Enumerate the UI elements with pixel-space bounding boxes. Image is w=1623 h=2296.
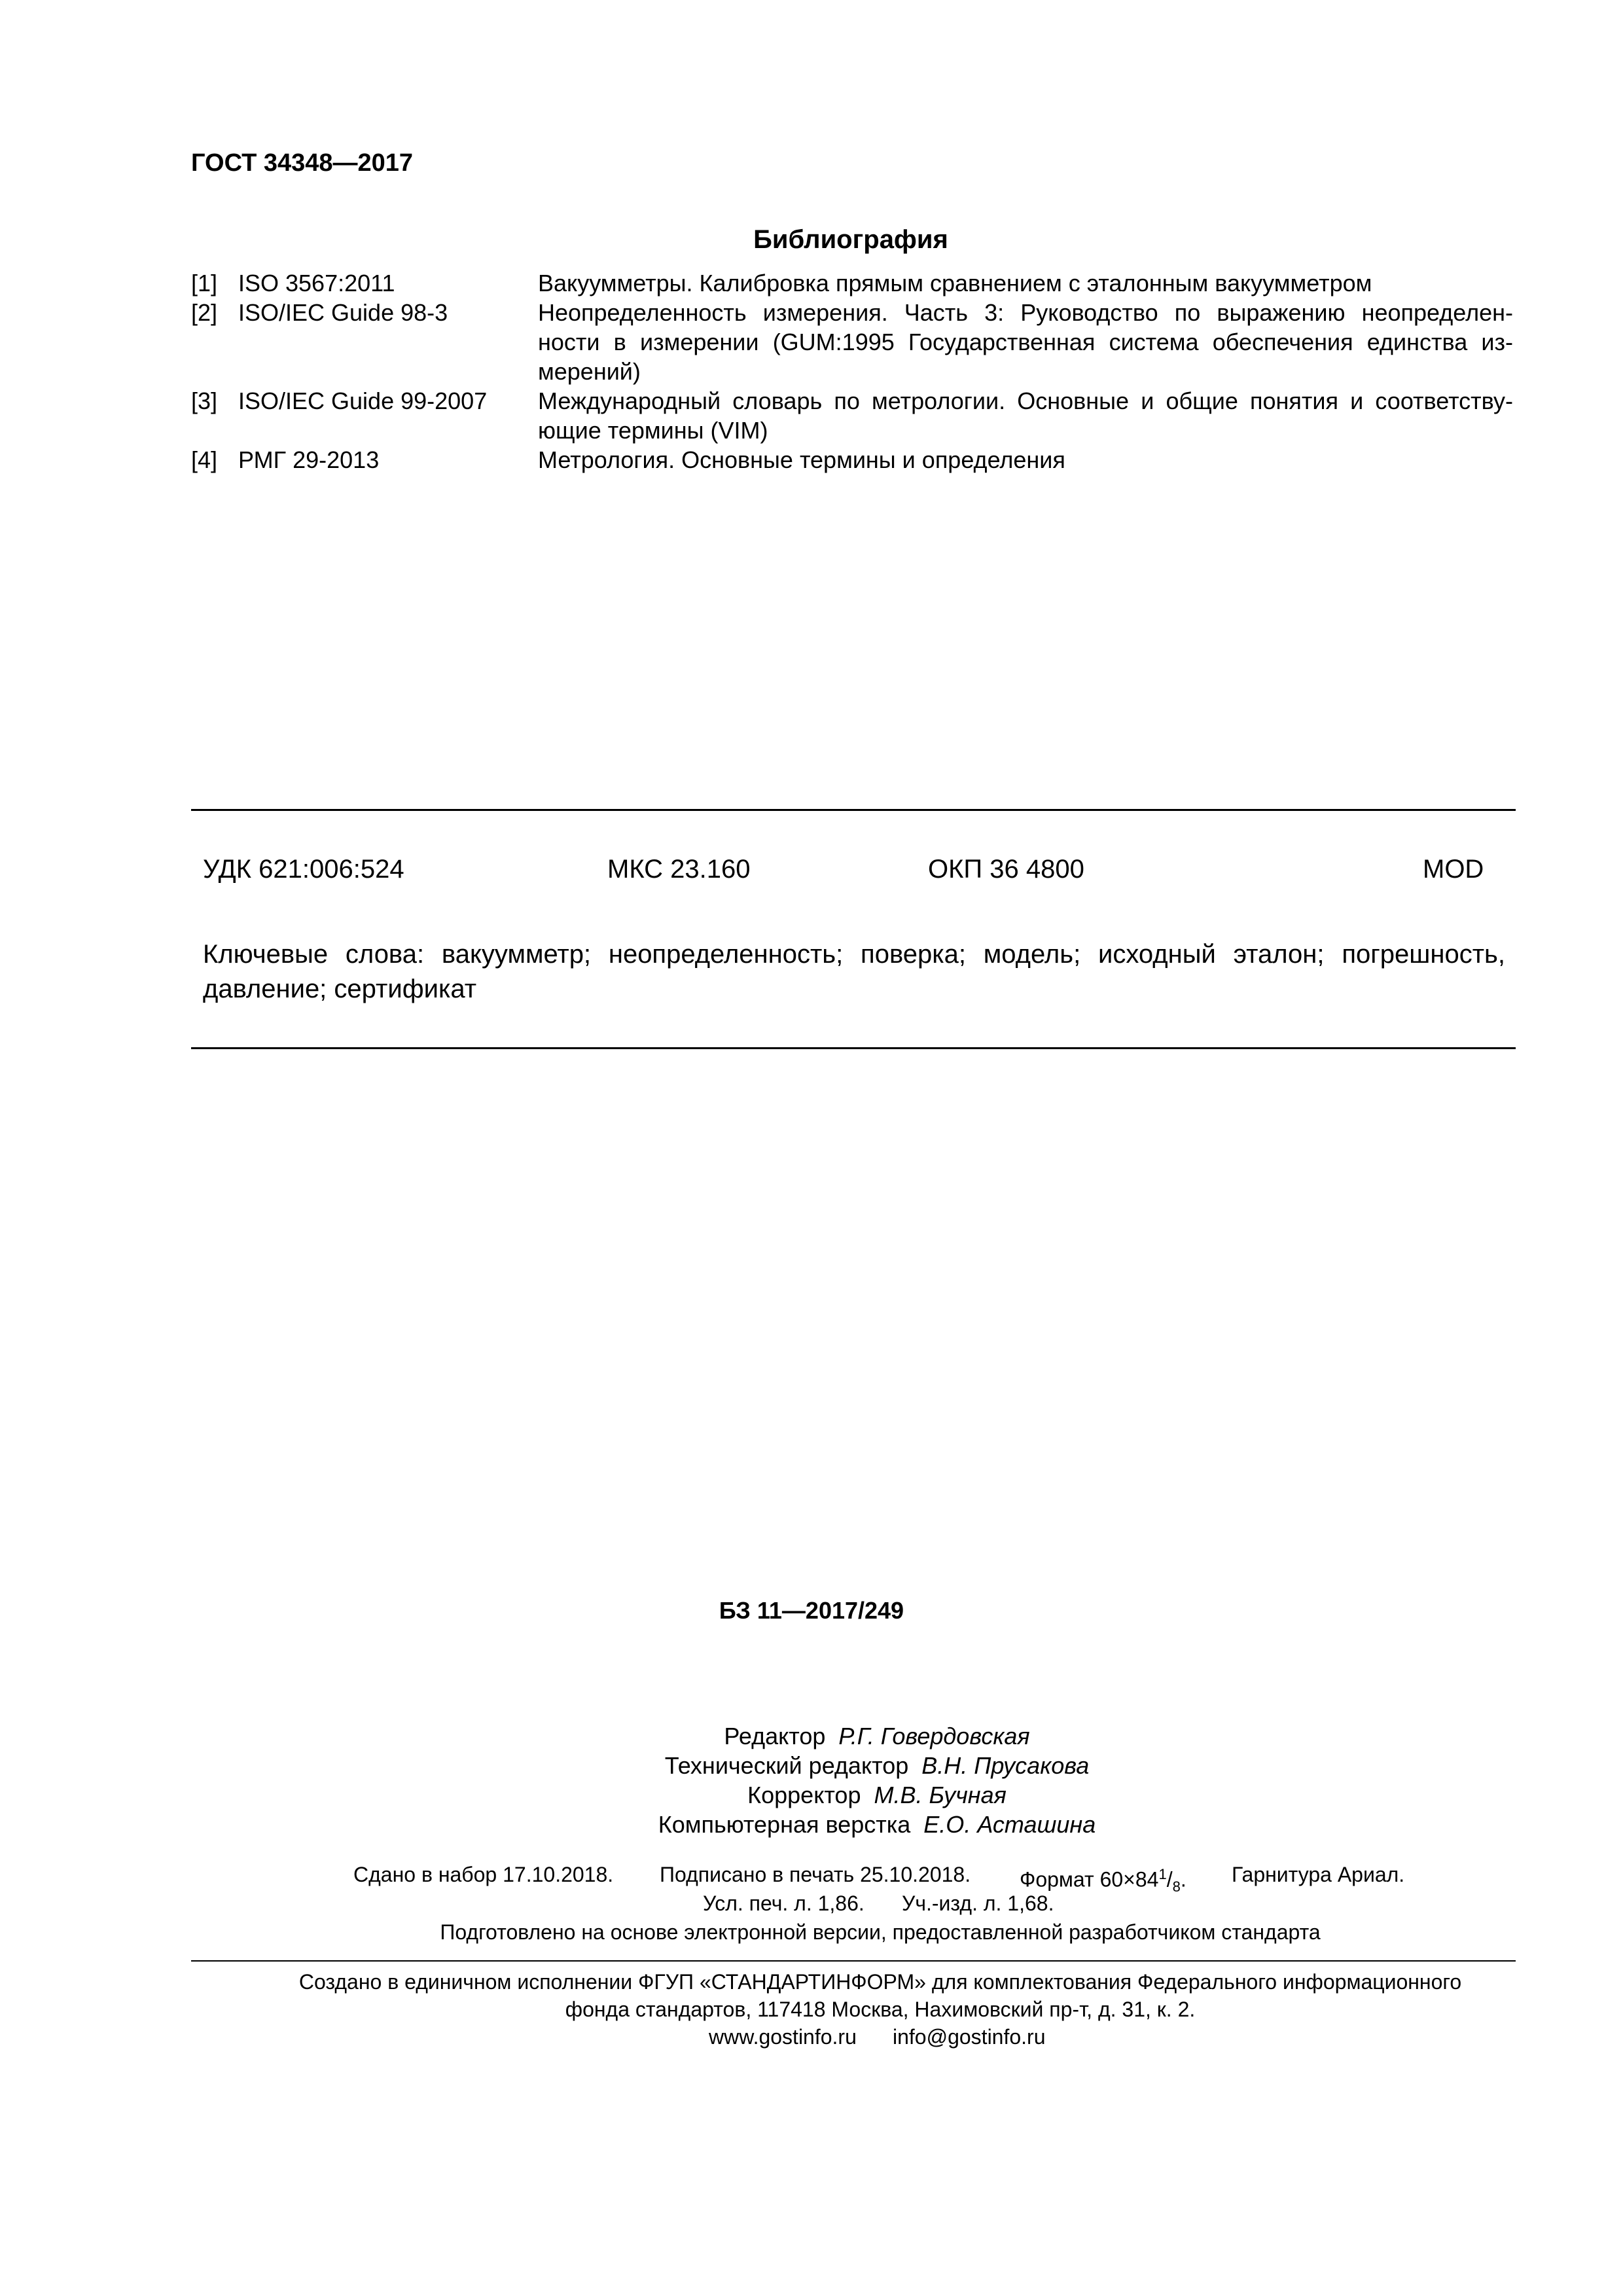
entry-description [538,386,1513,445]
keywords-line: давление; сертификат [203,975,477,1003]
staff-line [654,1780,1099,1810]
imprint-typeface: Гарнитура Ариал. [1232,1863,1405,1886]
footer-divider [191,1960,1516,1962]
entry-description-line: ности в измерении (GUM:1995 Государственная система обеспечения единства из- [538,329,1513,355]
keywords-line: Ключевые слова: вакуумметр; неопределенность; поверка; модель; исходный эталон; погрешность, [203,940,1505,969]
staff-name: Е.О. Асташина [923,1811,1096,1838]
entry-description [538,298,1513,386]
format-suffix: . [1180,1867,1186,1892]
imprint-typeset-date: Сдано в набор 17.10.2018. [353,1863,614,1886]
imprint-publisher-sheets: Уч.-изд. л. 1,68. [902,1892,1054,1915]
entry-reference: РМГ 29-2013 [238,446,380,473]
format-subscript: 8 [1172,1878,1181,1895]
staff-role: Технический редактор [664,1752,909,1779]
keywords [203,937,1505,1007]
entry-description-line: Вакуумметры. Калибровка прямым сравнением с эталонным вакуумметром [538,270,1372,296]
entry-description [538,268,1513,298]
imprint-print-sheets: Усл. печ. л. 1,86. [703,1892,865,1915]
staff-name: М.В. Бучная [874,1782,1007,1808]
entry-number: [1] [191,270,218,296]
divider-top [191,809,1516,811]
entry-number: [3] [191,387,218,414]
bz-number: БЗ 11—2017/249 [719,1597,904,1624]
email-link[interactable]: info@gostinfo.ru [893,2025,1046,2049]
entry-description-line: Международный словарь по метрологии. Основные и общие понятия и соответству- [538,387,1513,414]
format-prefix: Формат 60×84 [1020,1867,1159,1892]
entry-number: [4] [191,446,218,473]
document-code: ГОСТ 34348—2017 [191,149,414,177]
entry-reference: ISO/IEC Guide 99-2007 [238,387,488,414]
staff-role: Компьютерная верстка [658,1811,911,1838]
entry-description-line: Метрология. Основные термины и определения [538,446,1065,473]
udk-code: УДК 621:006:524 [203,855,404,884]
website-link[interactable]: www.gostinfo.ru [709,2025,857,2049]
entry-reference: ISO 3567:2011 [238,270,395,296]
entry-description-line: ющие термины (VIM) [538,417,768,444]
okp-code: ОКП 36 4800 [928,855,1084,884]
bibliography-title: Библиография [753,225,948,254]
staff-line [654,1751,1099,1780]
imprint-prepared-note: Подготовлено на основе электронной версии, предоставленной разработчиком стандарта [440,1920,1321,1944]
staff-role: Корректор [747,1782,861,1808]
staff-name: Р.Г. Говердовская [838,1723,1030,1749]
imprint-print-date: Подписано в печать 25.10.2018. [660,1863,971,1886]
footer-line: Создано в единичном исполнении ФГУП «СТАНДАРТИНФОРМ» для комплектования Федерального информационного [298,1970,1462,1994]
mod-label: MOD [1423,855,1484,884]
staff-line [654,1721,1099,1751]
format-superscript: 1 [1158,1866,1167,1882]
divider-bottom [191,1047,1516,1049]
entry-description [538,445,1513,475]
entry-number: [2] [191,299,218,326]
format-slash: / [1166,1867,1173,1892]
staff-name: В.Н. Прусакова [921,1752,1090,1779]
staff-line [654,1810,1099,1839]
entry-description-line: мерений) [538,358,641,385]
footer-line: фонда стандартов, 117418 Москва, Нахимовский пр-т, д. 31, к. 2. [565,1998,1196,2021]
staff-role: Редактор [724,1723,826,1749]
entry-description-line: Неопределенность измерения. Часть 3: Руководство по выражению неопределен- [538,299,1513,326]
mks-code: МКС 23.160 [607,855,751,884]
entry-reference: ISO/IEC Guide 98-3 [238,299,448,326]
